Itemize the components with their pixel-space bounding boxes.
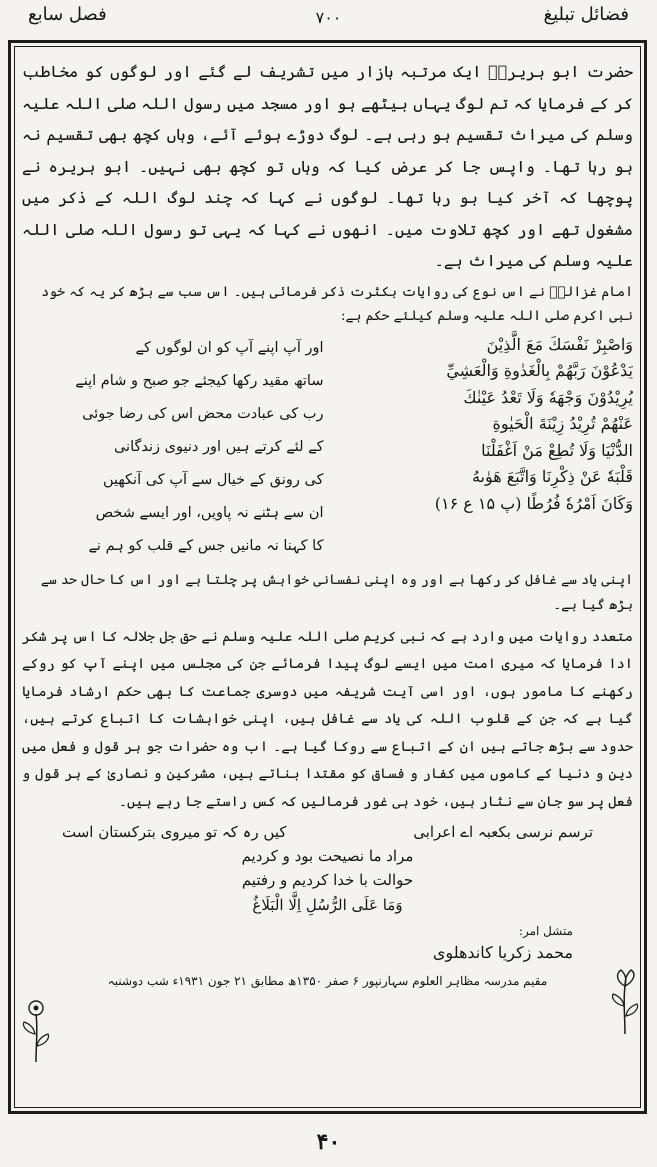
author-signature: محمد زکریا کاندھلوی [432,943,573,962]
translation-line: ساتھ مقید رکھا کیجئے جو صبح و شام اپنے [75,372,324,389]
quran-line: وَكَانَ اَمْرُهٗ فُرُطًا (پ ۱۵ ع ۱۶) [434,493,633,513]
quran-line: قَلْبَهٗ عَنْ ذِكْرِنَا وَاتَّبَعَ هَوٰىهُ [471,467,633,486]
poem-line: حوالت با خدا کردیم و رفتیم [241,871,414,889]
translation-line: اور آپ اپنے آپ کو ان لوگوں کے [135,339,324,356]
poem-line: مراد ما نصیحت بود و کردیم [241,847,414,865]
closing-verse: وَمَا عَلَى الرُّسُلِ اِلَّا الْبَلَاغُ [252,896,403,914]
quran-line: يَدْعُوْنَ رَبَّهُمْ بِالْغَدٰوةِ وَالْعَشِيِّ [446,361,633,380]
paragraph-narrations: متعدد روایات میں وارد ہے کہ نبی کریم صلی اللہ علیہ وسلم نے حق جل جلالہ کا اس پر شکر ادا فرمایا کہ میری امت میں ایسے لوگ پیدا فرمائے جن کی مجلس میں اپنے آپ کو روکے رکھنے کا مامور ہوں، اور اسی آیت شریفہ میں دوسری جماعت کا بھی حکم ارشاد فرمایا گیا ہے کہ جن کے قلوب اللہ کی یاد سے غافل ہیں، اپنی خواہشات کا اتباع کرتے ہیں، حدود سے بڑھ جاتے ہیں ان کے اتباع سے روکا گیا ہے۔ اب وہ حضرات جو ہر قول و فعل میں دین و دنیا کے کاموں میں کفار و فساق کو مقتدا بناتے ہیں، مشرکین و نصاریٰ کے ہر قول و فعل پر سو جان سے نثار ہیں، خود ہی غور فرمالیں کہ کس راستے جا رہے ہیں۔ [22,628,633,810]
translation-line: کا کہنا نہ مانیں جس کے قلب کو ہم نے [88,537,324,554]
quran-line: عَنْهُمْ تُرِيْدُ زِيْنَةَ الْحَيٰوةِ [492,414,633,433]
poem-line: کیں رہ کہ تو میروی بترکستان است [62,823,287,841]
date-line: مقیم مدرسہ مظاہر العلوم سہارنپور ۶ صفر ۱۳۵۰ھ مطابق ۲۱ جون ۱۹۳۱ء شب دوشنبہ [107,974,548,988]
page-body [22,56,633,1100]
translation-line: رب کی عبادت محض اس کی رضا جوئی [82,405,324,422]
header-page-number: ۷۰۰ [315,8,342,27]
quran-line: الدُّنْيَا وَلَا تُطِعْ مَنْ اَغْفَلْنَا [481,440,633,460]
paragraph-abu-hurairah: حضرت ابو ہریرہؓ ایک مرتبہ بازار میں تشریف لے گئے اور لوگوں کو مخاطب کر کے فرمایا کہ تم لوگ یہاں بیٹھے ہو اور مسجد میں رسول اللہ صلی اللہ علیہ وسلم کی میراث تقسیم ہو رہی ہے۔ لوگ دوڑے ہوئے آئے، وہاں کچھ بھی تقسیم نہ ہو رہا تھا۔ واپس جا کر عرض کیا کہ وہاں تو کچھ بھی نہیں۔ ابو ہریرہ نے پوچھا کہ آخر کیا ہو رہا تھا۔ لوگوں نے کہا کہ چند لوگ اللہ کے ذکر میں مشغول تھے اور کچھ تلاوت میں۔ انھوں نے کہا کہ یہی تو رسول اللہ صلی اللہ علیہ وسلم کی میراث ہے۔ [22,62,633,270]
verse-translation [22,332,328,568]
translation-line: کی رونق کے خیال سے آپ کی آنکھیں [102,471,324,488]
poem-line: ترسم نرسی بکعبہ اے اعرابی [413,823,593,841]
paragraph-translation-end: اپنی یاد سے غافل کر رکھا ہے اور وہ اپنی نفسانی خواہش پر چلتا ہے اور اس کا حال حد سے بڑھ گیا ہے۔ [40,571,633,613]
quran-verse [328,332,634,568]
flower-ornament-icon [607,966,643,1036]
footer-page-number: ۴۰ [316,1129,341,1155]
persian-poem [22,820,633,892]
header-book-title: فضائل تبلیغ [543,4,629,25]
paragraph-intro: امام غزالیؒ نے اس نوع کی روایات بکثرت ذکر فرمائی ہیں۔ اس سب سے بڑھ کر یہ کہ خود نبی اکرم صلی اللہ علیہ وسلم کیلئے حکم ہے: [41,283,633,324]
signature-block [22,920,633,1000]
translation-line: ان سے ہٹنے نہ پاویں، اور ایسے شخص [95,504,324,521]
flower-ornament-icon [18,994,54,1064]
page-header [28,4,629,34]
quran-line: يُرِيْدُوْنَ وَجْهَهٗ وَلَا تَعْدُ عَيْنٰكَ [463,387,633,407]
translation-line: کے لئے کرتے ہیں اور دنیوی زندگانی [113,438,324,455]
verse-block [22,332,633,568]
header-chapter: فصل سابع [28,4,107,25]
signature-prefix: متشل امر: [518,924,573,938]
quran-line: وَاصْبِرْ نَفْسَكَ مَعَ الَّذِيْنَ [486,334,633,354]
